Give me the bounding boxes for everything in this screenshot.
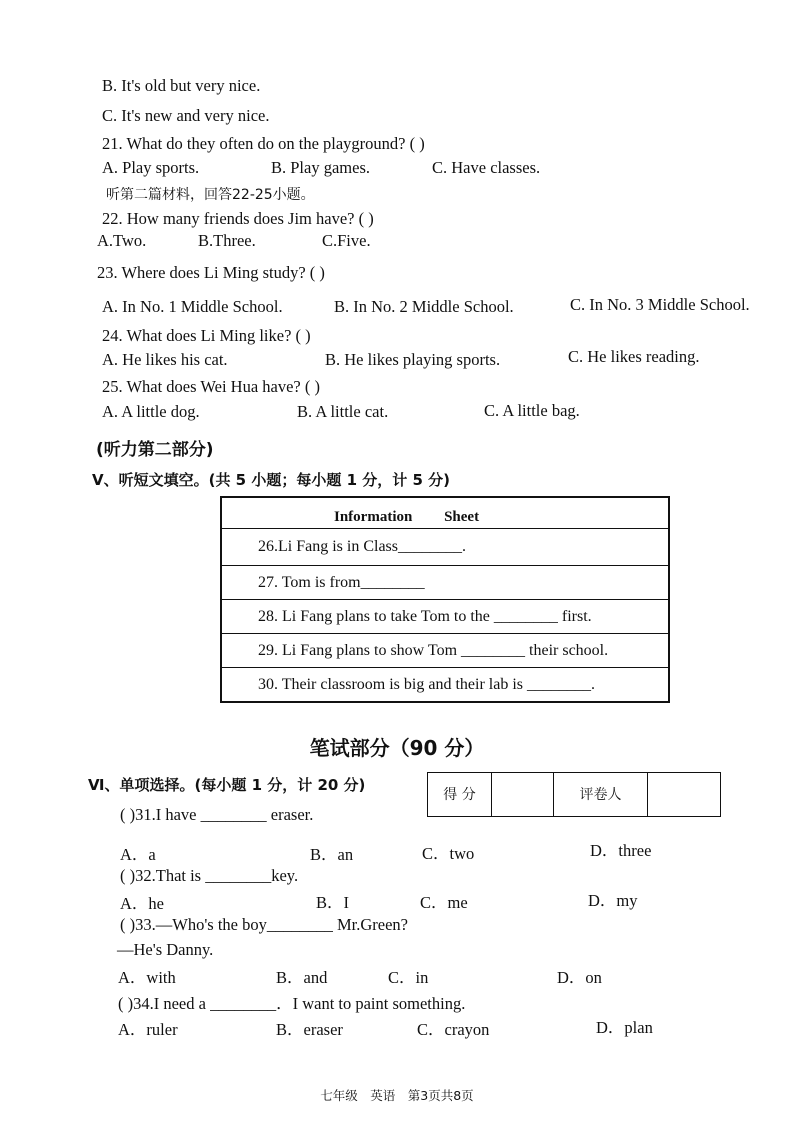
q24-option-b: B. He likes playing sports. — [325, 350, 501, 369]
q25-option-a: A. A little dog. — [102, 402, 200, 421]
q25-option-b: B. A little cat. — [297, 402, 389, 421]
q33-option-a: A．with — [118, 968, 176, 987]
q23-option-c: C. In No. 3 Middle School. — [570, 295, 750, 314]
q31-option-c: C．two — [422, 844, 475, 863]
q33-option-d: D．on — [557, 968, 602, 987]
q23-question: 23. Where does Li Ming study? ( ) — [97, 263, 325, 282]
q34-option-a: A．ruler — [118, 1020, 178, 1039]
q34-option-b: B．eraser — [276, 1020, 343, 1039]
grader-label: 评卷人 — [554, 773, 648, 816]
information-sheet-table — [220, 496, 670, 703]
written-part-title: 笔试部分（90 分） — [309, 736, 485, 760]
q21-option-c: C. Have classes. — [432, 158, 541, 177]
q24-question: 24. What does Li Ming like? ( ) — [102, 326, 311, 345]
info-row-29: 29. Li Fang plans to show Tom ________ their school. — [222, 633, 668, 667]
q25-question: 25. What does Wei Hua have? ( ) — [102, 377, 320, 396]
section6-heading: Ⅵ、单项选择。(每小题 1 分，计 20 分) — [88, 776, 366, 794]
q22-option-a: A.Two. — [97, 231, 147, 250]
q31-option-a: A．a — [120, 845, 156, 864]
q25-option-c: C. A little bag. — [484, 401, 580, 420]
q33-option-c: C．in — [388, 968, 429, 987]
q22-option-b: B.Three. — [198, 231, 256, 250]
q31-question: ( )31.I have ________ eraser. — [120, 805, 314, 824]
q33-option-b: B．and — [276, 968, 328, 987]
section5-heading: V、听短文填空。(共 5 小题；每小题 1 分，计 5 分) — [92, 471, 450, 489]
info-row-30: 30. Their classroom is big and their lab is ________. — [222, 667, 668, 701]
q32-option-b: B．I — [316, 893, 349, 912]
listening-part2-heading: (听力第二部分) — [96, 440, 214, 460]
q24-option-a: A. He likes his cat. — [102, 350, 228, 369]
q32-question: ( )32.That is ________key. — [120, 866, 299, 885]
q24-option-c: C. He likes reading. — [568, 347, 700, 366]
q32-option-c: C．me — [420, 893, 468, 912]
q32-option-a: A．he — [120, 894, 164, 913]
information-sheet-title: Information Sheet — [334, 509, 480, 525]
q22-option-c: C.Five. — [322, 231, 371, 250]
q31-option-b: B．an — [310, 845, 354, 864]
q32-option-d: D．my — [588, 891, 638, 910]
q23-option-a: A. In No. 1 Middle School. — [102, 297, 283, 316]
passage2-note: 听第二篇材料，回答22-25小题。 — [106, 187, 315, 203]
score-cell[interactable] — [492, 773, 554, 816]
q34-option-c: C．crayon — [417, 1020, 490, 1039]
q34-question: ( )34.I need a ________．I want to paint something. — [118, 994, 466, 1013]
q33-answer-line: —He's Danny. — [117, 940, 214, 959]
page-footer: 七年级 英语 第3页共8页 — [320, 1088, 474, 1103]
q21-option-a: A. Play sports. — [102, 158, 200, 177]
score-box — [427, 772, 721, 817]
q21-option-b: B. Play games. — [271, 158, 370, 177]
grader-cell[interactable] — [648, 773, 720, 816]
q21-question: 21. What do they often do on the playground? ( ) — [102, 134, 425, 153]
q20-option-c: C. It's new and very nice. — [102, 106, 270, 125]
q20-option-b: B. It's old but very nice. — [102, 76, 261, 95]
q34-option-d: D．plan — [596, 1018, 653, 1037]
q33-question: ( )33.—Who's the boy________ Mr.Green? — [120, 915, 409, 934]
q31-option-d: D．three — [590, 841, 652, 860]
info-row-27: 27. Tom is from________ — [222, 565, 668, 599]
score-label: 得 分 — [428, 773, 492, 816]
q23-option-b: B. In No. 2 Middle School. — [334, 297, 514, 316]
q22-question: 22. How many friends does Jim have? ( ) — [102, 209, 374, 228]
info-row-28: 28. Li Fang plans to take Tom to the ________ first. — [222, 599, 668, 633]
info-row-26: 26.Li Fang is in Class________. — [222, 528, 668, 565]
